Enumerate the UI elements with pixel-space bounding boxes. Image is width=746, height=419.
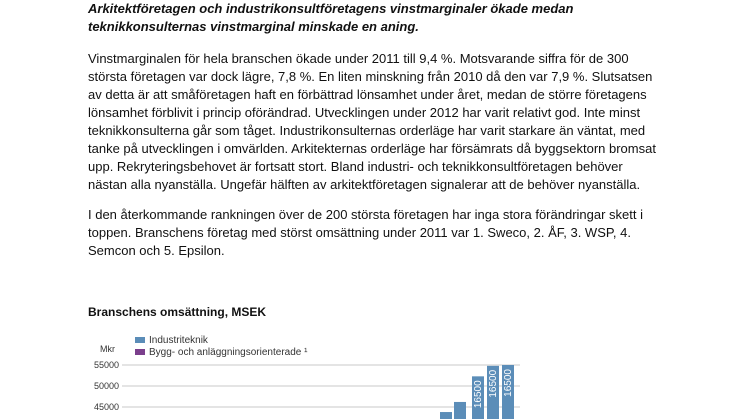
y-tick-label: 55000 (93, 360, 119, 370)
y-tick-label: 50000 (93, 381, 119, 391)
legend-swatch-bygg (135, 349, 145, 355)
bar-data-label: 16500 (503, 369, 514, 397)
legend-swatch-industriteknik (135, 337, 145, 343)
y-tick-label: 45000 (93, 402, 119, 412)
bar-data-label: 16500 (473, 380, 484, 409)
legend-label-industriteknik: Industriteknik (149, 335, 208, 346)
legend-label-bygg: Bygg- och anläggningsorienterade ¹ (149, 347, 308, 358)
bar-0 (440, 412, 452, 419)
bar-1 (454, 402, 466, 419)
lead-paragraph: Arkitektföretagen och industrikonsultföretagens vinstmarginaler ökade medan teknikkonsulternas vinstmarginal minskade en aning. (88, 1, 574, 34)
y-axis-unit: Mkr (100, 344, 115, 354)
bar-data-label: 16500 (488, 369, 499, 398)
body-paragraph-1: Vinstmarginalen för hela branschen ökade under 2011 till 9,4 %. Motsvarande siffra för de 300 största företagen var dock lägre, 7,8 %. En liten minskning från 2010 då den var 7,9 %. Slutsatsen av detta är att småföretagen haft en förbättrad lönsamhet under året, medan de större företagens lönsamhet förblivit i princip oförändrad. Utvecklingen under 2012 har varit relativt god. Inte minst teknikkonsulterna går som tåget. Industrikonsulternas orderläge har varit starkare än väntat, med tanke på utvecklingen i omvärlden. Arkitekternas orderläge har försämrats då byggsektorn bromsat upp. Rekryteringsbehovet är fortsatt stort. Bland industri- och teknikkonsultföretagen behöver nästan alla nyanställa. Ungefär hälften av arkitektföretagen signalerar att de behöver nyanställa. (88, 51, 656, 192)
bars (440, 365, 514, 419)
chart-title: Branschens omsättning, MSEK (88, 305, 267, 319)
body-paragraph-2: I den återkommande rankningen över de 200 största företagen har inga stora förändringar skett i toppen. Branschens företag med störst omsättning under 2011 var 1. Sweco, 2. ÅF, 3. WSP, 4. Semcon och 5. Epsilon. (88, 207, 643, 258)
